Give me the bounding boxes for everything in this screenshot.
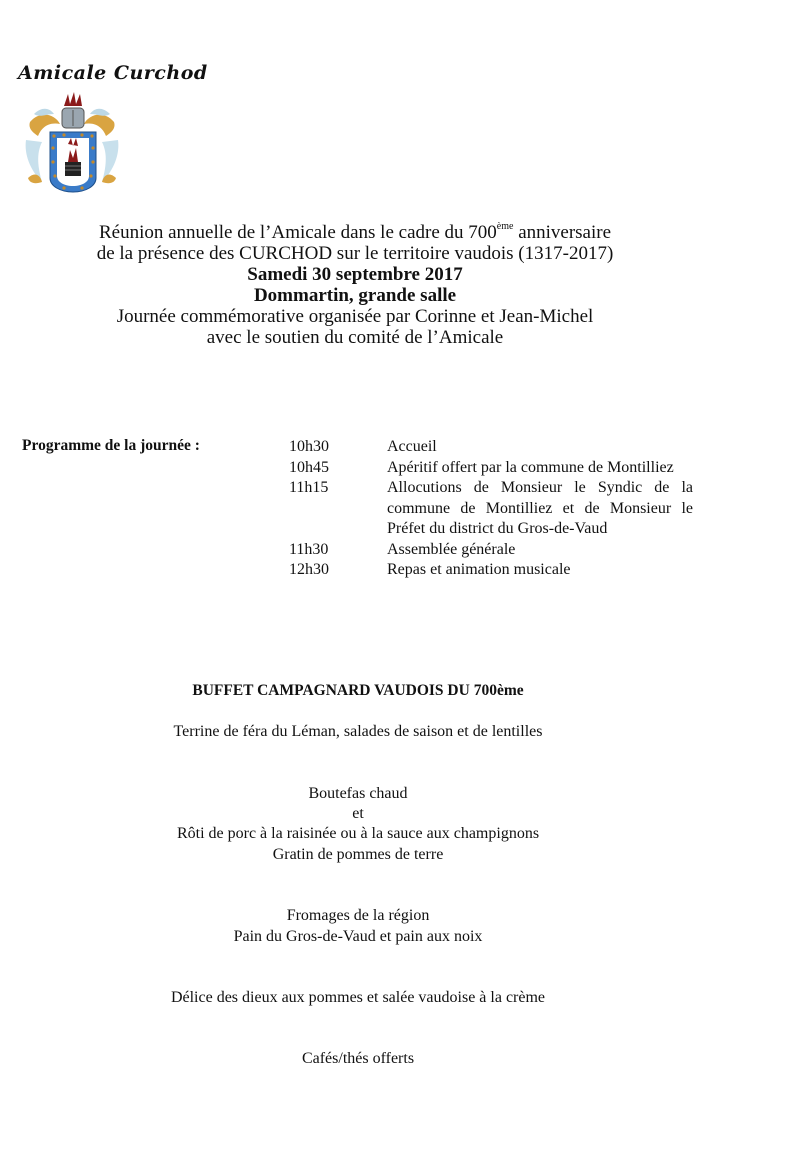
- schedule-time: 11h15: [289, 479, 329, 496]
- event-place: Dommartin, grande salle: [253, 285, 457, 306]
- menu-cheese-2: Pain du Gros-de-Vaud et pain aux noix: [233, 928, 483, 945]
- coat-of-arms-icon: [20, 92, 124, 196]
- schedule-row: [289, 478, 693, 540]
- schedule-row: [289, 437, 693, 458]
- menu-main-and: et: [352, 805, 364, 822]
- intro-line-5: Journée commémorative organisée par Corinne et Jean-Michel: [116, 306, 594, 327]
- menu-title: BUFFET CAMPAGNARD VAUDOIS DU 700ème: [192, 682, 524, 699]
- intro-line-2: de la présence des CURCHOD sur le territoire vaudois (1317-2017): [96, 243, 614, 264]
- schedule-time: 12h30: [289, 561, 329, 578]
- menu-dessert: Délice des dieux aux pommes et salée vaudoise à la crème: [170, 989, 546, 1006]
- intro-line-1: Réunion annuelle de l’Amicale dans le cadre du 700ème anniversaire: [98, 221, 612, 243]
- menu-starter: Terrine de féra du Léman, salades de saison et de lentilles: [173, 723, 543, 740]
- schedule-desc: Repas et animation musicale: [387, 561, 571, 578]
- event-date: Samedi 30 septembre 2017: [247, 264, 463, 285]
- schedule-row: [289, 540, 693, 561]
- brand-title: Amicale Curchod: [18, 62, 208, 84]
- menu-cheese-1: Fromages de la région: [286, 907, 430, 924]
- schedule-desc: Allocutions de Monsieur le Syndic de la commune de Montilliez et de Monsieur le Préfet du district du Gros-de-Vaud: [387, 479, 693, 537]
- intro-line-6: avec le soutien du comité de l’Amicale: [206, 327, 504, 348]
- intro-block: [0, 222, 710, 348]
- schedule-row: [289, 458, 693, 479]
- menu-main-2: Rôti de porc à la raisinée ou à la sauce aux champignons: [176, 825, 540, 842]
- schedule-desc: Assemblée générale: [387, 540, 516, 558]
- menu-drinks: Cafés/thés offerts: [301, 1050, 415, 1067]
- schedule-row: [289, 560, 693, 581]
- schedule-time: 11h30: [289, 540, 329, 558]
- menu-main-1: Boutefas chaud: [308, 785, 408, 802]
- menu-main-3: Gratin de pommes de terre: [272, 846, 444, 863]
- schedule-desc: Accueil: [387, 438, 437, 455]
- programme-schedule: [289, 437, 693, 581]
- programme-label: Programme de la journée :: [22, 437, 200, 454]
- schedule-time: 10h45: [289, 458, 329, 476]
- schedule-desc: Apéritif offert par la commune de Montilliez: [387, 458, 674, 476]
- schedule-time: 10h30: [289, 438, 329, 455]
